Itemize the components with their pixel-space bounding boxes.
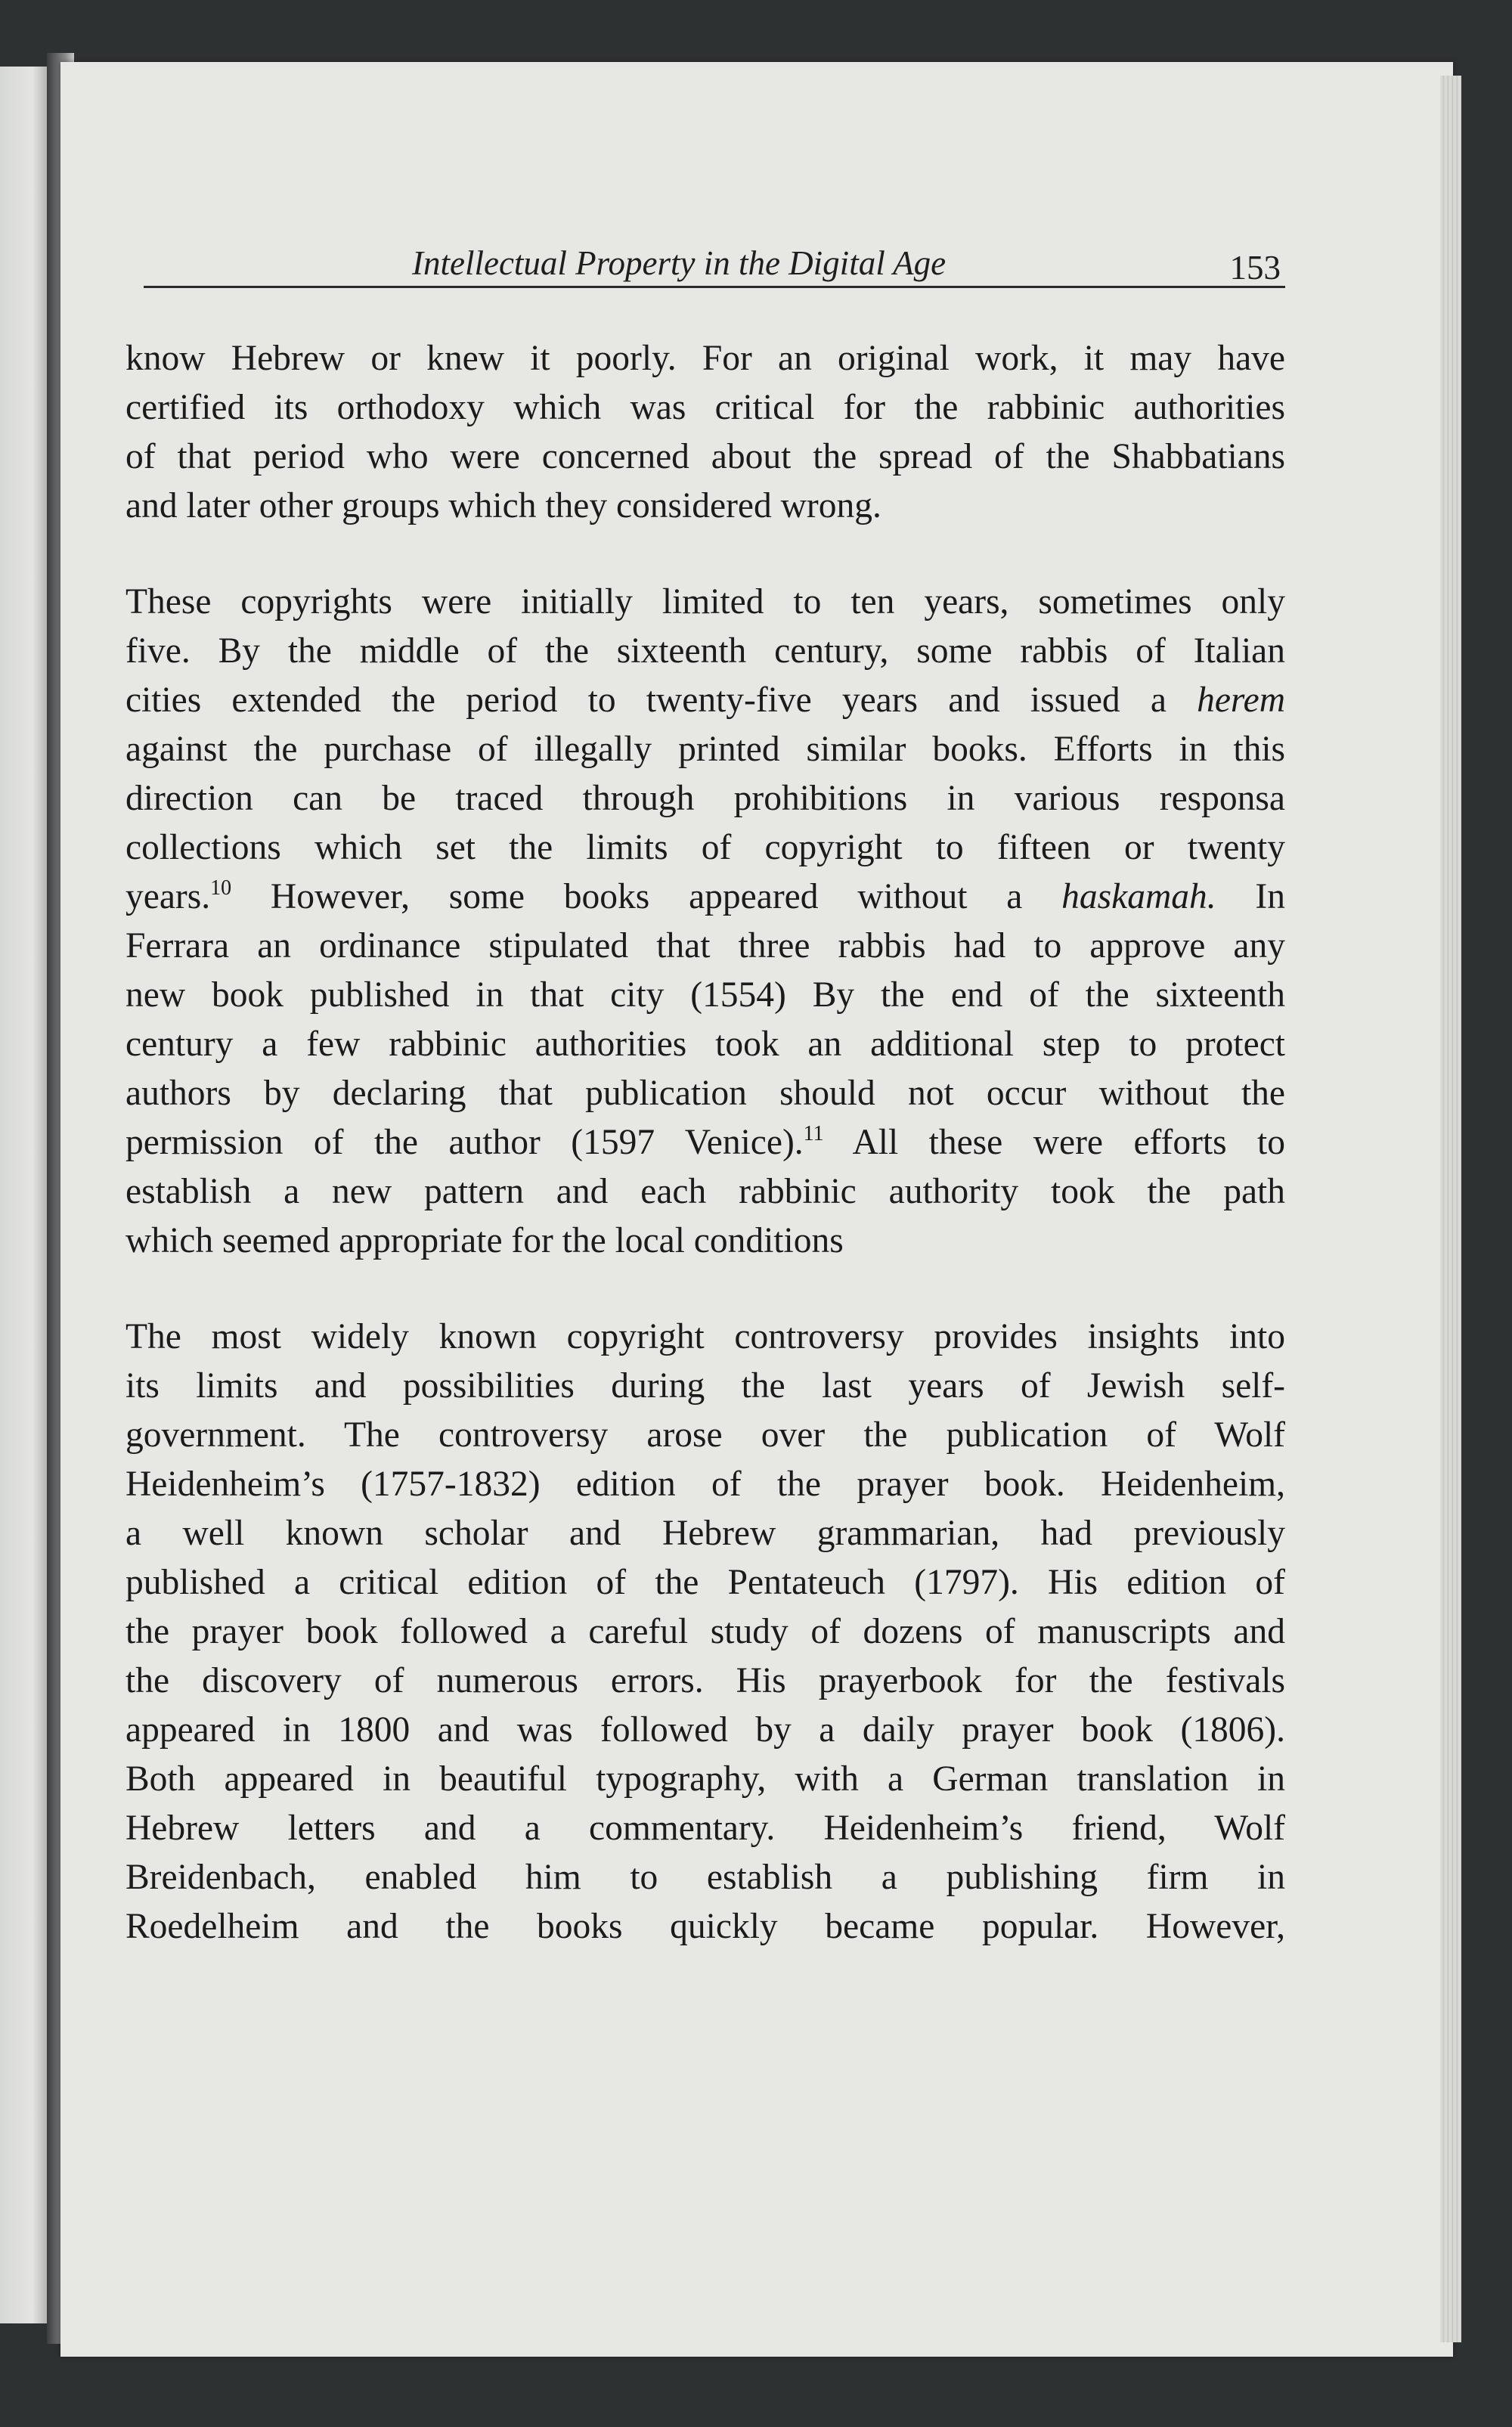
running-header xyxy=(144,240,1285,288)
text-line: century a few rabbinic authorities took an additional step to protect xyxy=(125,1024,1285,1064)
text-line: Heidenheim’s (1757-1832) edition of the prayer book. Heidenheim, xyxy=(125,1465,1285,1504)
text-line: The most widely known copyright controversy provides insights into xyxy=(125,1317,1285,1356)
page-number: 153 xyxy=(1229,249,1281,287)
text-segment: years. xyxy=(125,877,211,916)
text-line: certified its orthodoxy which was critical for the rabbinic authorities xyxy=(125,388,1285,427)
text-line: authors by declaring that publication should not occur without the xyxy=(125,1074,1285,1113)
text-line: Breidenbach, enabled him to establish a publishing firm in xyxy=(125,1858,1285,1897)
text-segment: However, some books appeared without a xyxy=(270,877,1023,916)
footnote-ref-11: 11 xyxy=(803,1122,824,1145)
text-line: five. By the middle of the sixteenth century, some rabbis of Italian xyxy=(125,631,1285,671)
paragraph-3 xyxy=(125,1313,1285,1951)
running-title: Intellectual Property in the Digital Age xyxy=(412,244,947,282)
text-line: government. The controversy arose over the publication of Wolf xyxy=(125,1415,1285,1455)
text-line: These copyrights were initially limited to ten years, sometimes only xyxy=(125,582,1285,621)
text-line: appeared in 1800 and was followed by a daily prayer book (1806). xyxy=(125,1710,1285,1750)
italic-term-haskamah: haskamah. xyxy=(1061,877,1216,916)
text-line-with-footnote xyxy=(125,1118,1285,1167)
text-segment: In xyxy=(1255,877,1285,916)
text-segment: cities extended the period to twenty-five years and issued a xyxy=(125,680,1167,720)
text-segment: permission of the author (1597 Venice). xyxy=(125,1123,804,1162)
text-line: published a critical edition of the Pentateuch (1797). His edition of xyxy=(125,1563,1285,1602)
paragraph-1 xyxy=(125,334,1285,531)
body-text xyxy=(125,334,1285,1998)
text-line: its limits and possibilities during the last years of Jewish self- xyxy=(125,1366,1285,1406)
text-line-with-footnote xyxy=(125,873,1285,922)
text-line: the discovery of numerous errors. His prayerbook for the festivals xyxy=(125,1661,1285,1700)
text-line: new book published in that city (1554) By the end of the sixteenth xyxy=(125,975,1285,1015)
text-line: a well known scholar and Hebrew grammarian, had previously xyxy=(125,1514,1285,1553)
text-line: know Hebrew or knew it poorly. For an original work, it may have xyxy=(125,339,1285,378)
text-line: Hebrew letters and a commentary. Heidenheim’s friend, Wolf xyxy=(125,1809,1285,1848)
text-line: Ferrara an ordinance stipulated that three rabbis had to approve any xyxy=(125,926,1285,966)
text-line: collections which set the limits of copyright to fifteen or twenty xyxy=(125,828,1285,867)
footnote-ref-10: 10 xyxy=(210,876,232,900)
page-stack-edge xyxy=(1440,76,1461,2342)
text-line: and later other groups which they considered wrong. xyxy=(125,486,881,525)
paragraph-2 xyxy=(125,578,1285,1266)
text-line-with-term xyxy=(125,676,1285,725)
text-line: of that period who were concerned about the spread of the Shabbatians xyxy=(125,437,1285,476)
text-segment: All these were efforts to xyxy=(852,1123,1286,1162)
text-line: direction can be traced through prohibitions in various responsa xyxy=(125,779,1285,818)
italic-term-herem: herem xyxy=(1197,680,1286,720)
text-line: Both appeared in beautiful typography, with a German translation in xyxy=(125,1759,1285,1799)
text-line: establish a new pattern and each rabbinic authority took the path xyxy=(125,1172,1285,1211)
text-line: which seemed appropriate for the local conditions xyxy=(125,1221,844,1260)
text-line: the prayer book followed a careful study of dozens of manuscripts and xyxy=(125,1612,1285,1651)
text-line: against the purchase of illegally printed similar books. Efforts in this xyxy=(125,730,1285,769)
text-line: Roedelheim and the books quickly became popular. However, xyxy=(125,1907,1285,1946)
